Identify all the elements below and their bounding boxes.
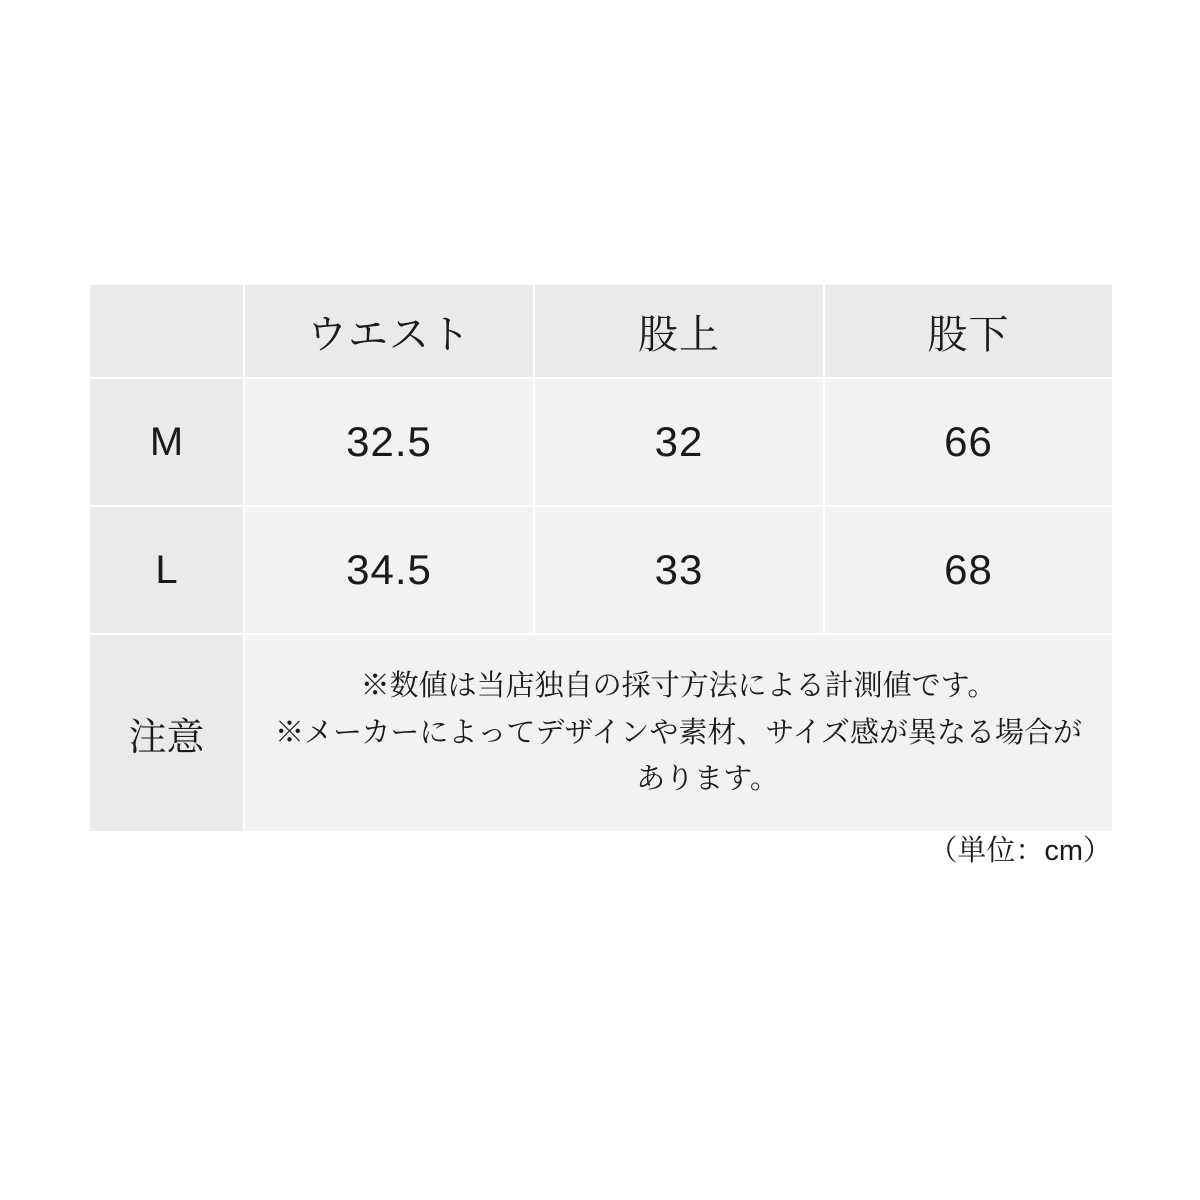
note-text: [244, 634, 1113, 832]
cell-m-waist: 32.5: [244, 378, 534, 506]
table-row: [89, 378, 1113, 506]
note-line-1: ※数値は当店独自の採寸方法による計測値です。: [360, 669, 997, 702]
cell-l-waist: 34.5: [244, 506, 534, 634]
cell-m-inseam: 66: [824, 378, 1113, 506]
cell-m-rise: 32: [534, 378, 824, 506]
row-header-note: 注意: [89, 634, 244, 832]
row-header-size-m: M: [89, 378, 244, 506]
unit-caption: （単位：cm）: [928, 835, 1112, 867]
note-line-2: ※メーカーによってデザインや素材、サイズ感が異なる場合が: [274, 716, 1083, 749]
column-header-waist: ウエスト: [244, 284, 534, 378]
note-line-3: あります。: [578, 763, 779, 796]
table-row: [89, 506, 1113, 634]
table-header-row: [89, 284, 1113, 378]
column-header-size: [89, 284, 244, 378]
size-table: [88, 283, 1114, 833]
size-table-container: [88, 283, 1112, 833]
column-header-rise: 股上: [534, 284, 824, 378]
table-note-row: [89, 634, 1113, 832]
column-header-inseam: 股下: [824, 284, 1113, 378]
cell-l-rise: 33: [534, 506, 824, 634]
row-header-size-l: L: [89, 506, 244, 634]
cell-l-inseam: 68: [824, 506, 1113, 634]
